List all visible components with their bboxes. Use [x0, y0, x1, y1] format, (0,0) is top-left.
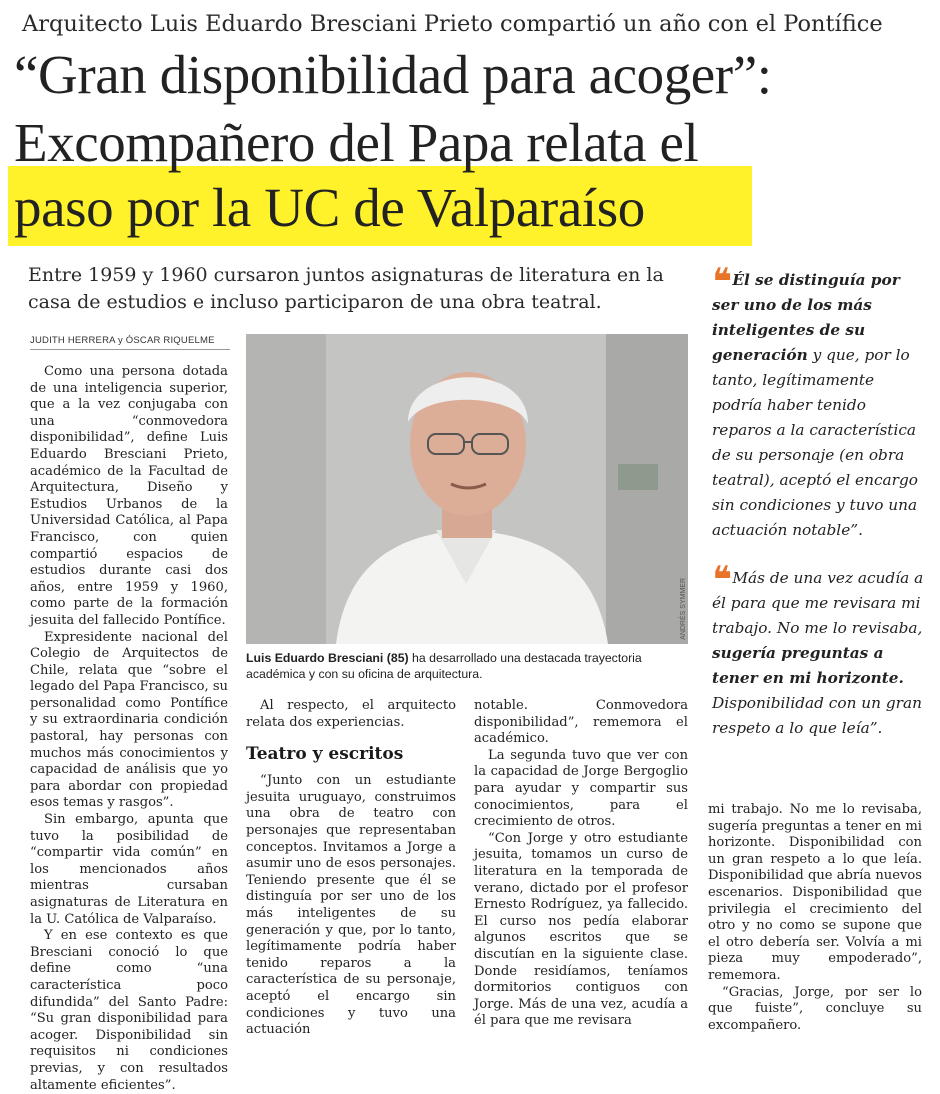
- kicker: Arquitecto Luis Eduardo Bresciani Prieto compartió un año con el Pontífice: [22, 11, 883, 37]
- paragraph: Como una persona dotada de una inteligencia superior, que a la vez conjugaba con una “conmovedora disponibilidad”, define Luis Eduardo Bresciani Prieto, académico de la Facultad de Arquitectura, Diseño y Estudios Urbanos de la Universidad Católica, al Papa Francisco, con quien compartió espacios de estudios durante casi dos años, entre 1959 y 1960, como parte de la formación jesuita del fallecido Pontífice.: [30, 364, 228, 628]
- headline-line-2: Excompañero del Papa relata el: [14, 112, 699, 173]
- body-column-2: [246, 698, 456, 1039]
- paragraph: “Con Jorge y otro estudiante jesuita, tomamos un curso de literatura en la temporada de verano, dictado por el profesor Ernesto Rodríguez, ya fallecido. El curso nos pedía elaborar algunos escritos que se discutían en la siguiente clase. Donde residíamos, teníamos dormitorios contiguos con Jorge. Más de una vez, acudía a él para que me revisara: [474, 830, 688, 1029]
- headline-line-1: “Gran disponibilidad para acoger”:: [14, 44, 772, 105]
- byline: JUDITH HERRERA y ÓSCAR RIQUELME: [30, 335, 230, 350]
- portrait-photo: [246, 334, 688, 644]
- body-column-1: [30, 364, 228, 1094]
- caption-text: ha desarrollado una destacada trayectoria académica y con su oficina de arquitectura.: [246, 651, 642, 681]
- pull-quote-2: [712, 558, 926, 741]
- quote-mark-icon: ❛❛: [712, 558, 727, 602]
- section-heading: Teatro y escritos: [246, 744, 404, 765]
- pull-quote-1: [712, 260, 926, 543]
- paragraph: “Gracias, Jorge, por ser lo que fuiste”, concluye su excompañero.: [708, 984, 922, 1033]
- paragraph: La segunda tuvo que ver con la capacidad de Jorge Bergoglio para ayudar y compartir sus conocimientos, para el crecimiento de otros.: [474, 747, 688, 830]
- quote-bold: sugería preguntas a tener en mi horizonte.: [712, 644, 904, 687]
- portrait-illustration: [246, 334, 688, 644]
- quote-bold: Él se distinguía por ser uno de los más inteligentes de su generación: [712, 271, 900, 364]
- body-column-4: [708, 802, 922, 1034]
- photo-credit: ANDRÉS SYMMER: [680, 578, 687, 640]
- paragraph: Al respecto, el arquitecto relata dos experiencias.: [246, 698, 456, 730]
- headline-line-3: paso por la UC de Valparaíso: [14, 177, 645, 238]
- quote-text: y que, por lo tanto, legítimamente podría haber tenido reparos a la característica de su personaje (en obra teatral), aceptó el encargo sin condiciones y tuvo una actuación notable”.: [712, 346, 918, 539]
- paragraph: notable. Conmovedora disponibilidad”, rememora el académico.: [474, 698, 688, 747]
- paragraph: Expresidente nacional del Colegio de Arquitectos de Chile, relata que “sobre el legado del Papa Francisco, su personalidad como Pontífice y su extraordinaria condición pastoral, hay personas con muchos más conocimientos y capacidad de análisis que yo para abordar con propiedad esos temas y rasgos”.: [30, 629, 228, 811]
- body-column-3: [474, 698, 688, 1030]
- paragraph: mi trabajo. No me lo revisaba, sugería preguntas a tener en mi horizonte. Disponibilidad con un gran respeto a lo que leía. Disponibilidad que abría nuevos escenarios. Disponibilidad que privilegia el crecimiento del otro y no como se supone que el otro debería ser. Volvía a mi pieza muy empoderado”, rememora.: [708, 802, 922, 983]
- quote-text: Más de una vez acudía a él para que me revisara mi trabajo. No me lo revisaba,: [712, 569, 924, 637]
- paragraph: “Junto con un estudiante jesuita uruguayo, construimos una obra de teatro con personajes que representaban conceptos. Invitamos a Jorge a asumir uno de esos personajes. Teniendo presente que él se distinguía por ser uno de los más inteligentes de su generación y que, por lo tanto, legítimamente podría haber tenido reparos a la característica de su personaje, aceptó el encargo sin condiciones y tuvo una actuación: [246, 773, 456, 1038]
- photo-caption: [246, 650, 692, 682]
- paragraph: Y en ese contexto es que Bresciani conoció lo que define como “una característica poco difundida” del Santo Padre: “Su gran disponibilidad para acoger. Disponibilidad sin requisitos ni condiciones previas, y con resultados altamente eficientes”.: [30, 928, 228, 1093]
- quote-text: Disponibilidad con un gran respeto a lo que leía”.: [712, 694, 922, 737]
- paragraph: Sin embargo, apunta que tuvo la posibilidad de “compartir vida común” en los mencionados años mientras cursaban asignaturas de Literatura en la U. Católica de Valparaíso.: [30, 812, 228, 927]
- caption-name: Luis Eduardo Bresciani (85): [246, 651, 409, 665]
- subhead: Entre 1959 y 1960 cursaron juntos asignaturas de literatura en la casa de estudios e incluso participaron de una obra teatral.: [28, 264, 664, 313]
- quote-mark-icon: ❛❛: [712, 260, 727, 304]
